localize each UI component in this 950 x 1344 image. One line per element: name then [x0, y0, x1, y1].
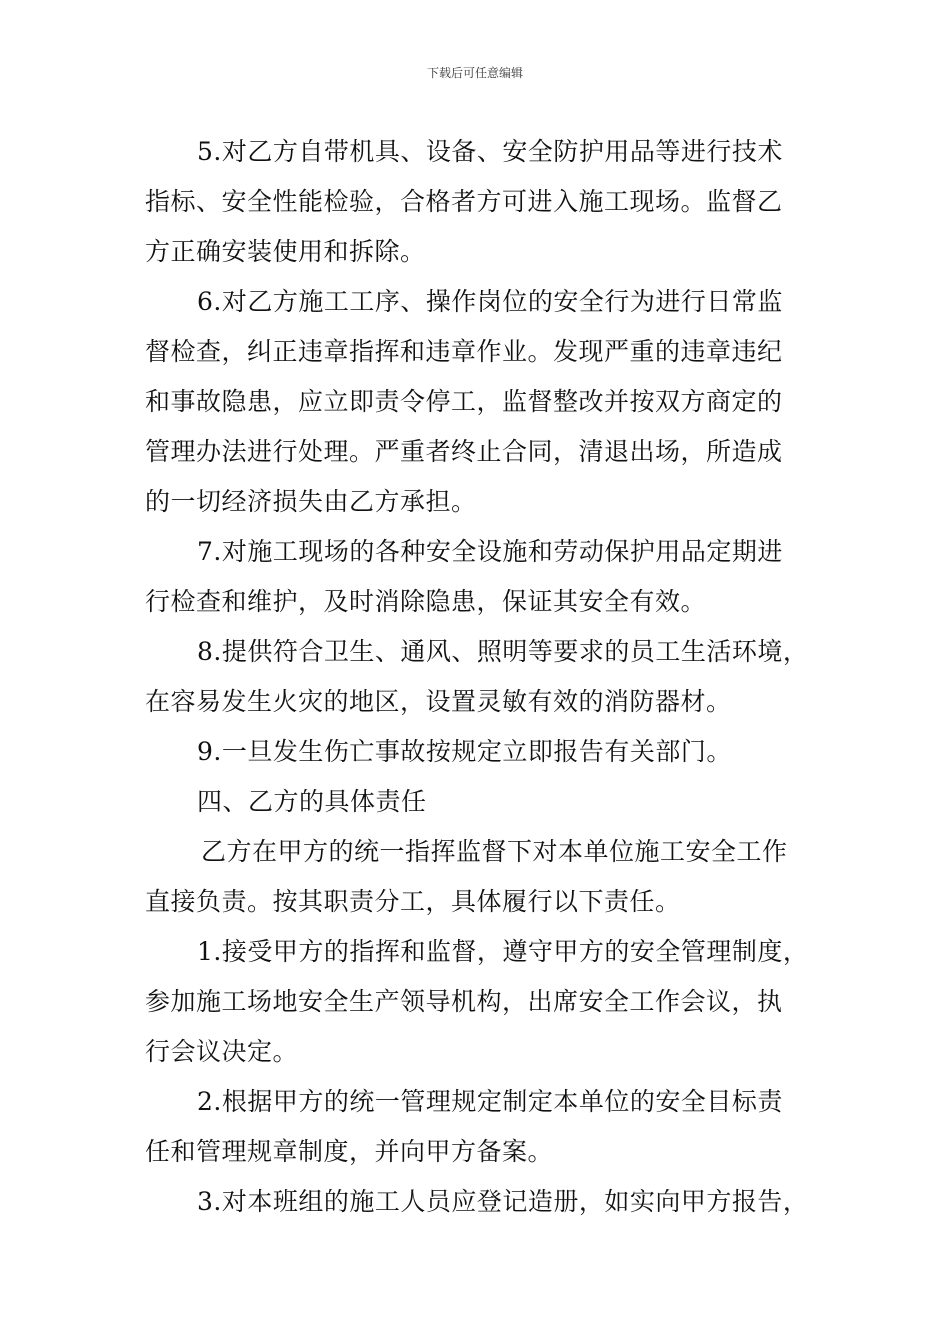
text-line: 在容易发生火灾的地区，设置灵敏有效的消防器材。	[145, 687, 732, 716]
text-line: 行检查和维护，及时消除隐患，保证其安全有效。	[145, 587, 707, 616]
text-line: 直接负责。按其职责分工，具体履行以下责任。	[145, 887, 681, 916]
text-line: 参加施工场地安全生产领导机构，出席安全工作会议，执	[145, 987, 783, 1016]
text-line: 管理办法进行处理。严重者终止合同，清退出场，所造成	[145, 437, 783, 466]
paragraph-intro	[145, 827, 817, 927]
paragraph-item-6	[145, 277, 817, 527]
text-line: 指标、安全性能检验，合格者方可进入施工现场。监督乙	[145, 187, 783, 216]
text-line: 6.对乙方施工工序、操作岗位的安全行为进行日常监	[197, 287, 783, 316]
paragraph-item-7	[145, 527, 817, 627]
text-line: 7.对施工现场的各种安全设施和劳动保护用品定期进	[197, 537, 783, 566]
paragraph-item-8	[145, 627, 817, 727]
text-line: 1.接受甲方的指挥和监督，遵守甲方的安全管理制度，	[197, 937, 809, 966]
text-line: 5.对乙方自带机具、设备、安全防护用品等进行技术	[197, 137, 783, 166]
text-line: 乙方在甲方的统一指挥监督下对本单位施工安全工作	[201, 837, 788, 866]
text-line: 任和管理规章制度，并向甲方备案。	[145, 1137, 554, 1166]
page-header-note: 下载后可任意编辑	[426, 66, 523, 80]
paragraph-item-3	[145, 1177, 817, 1227]
text-line: 2.根据甲方的统一管理规定制定本单位的安全目标责	[197, 1087, 783, 1116]
text-line: 方正确安装使用和拆除。	[145, 237, 426, 266]
paragraph-item-1	[145, 927, 817, 1077]
section-heading-text: 四、乙方的具体责任	[197, 787, 427, 816]
paragraph-item-5	[145, 127, 817, 277]
paragraph-item-9	[145, 727, 817, 777]
text-line: 督检查，纠正违章指挥和违章作业。发现严重的违章违纪	[145, 337, 783, 366]
text-line: 的一切经济损失由乙方承担。	[145, 487, 477, 516]
document-body	[145, 127, 817, 1227]
text-line: 9.一旦发生伤亡事故按规定立即报告有关部门。	[197, 737, 732, 766]
text-line: 8.提供符合卫生、通风、照明等要求的员工生活环境，	[197, 637, 809, 666]
paragraph-item-2	[145, 1077, 817, 1177]
text-line: 和事故隐患，应立即责令停工，监督整改并按双方商定的	[145, 387, 783, 416]
text-line: 3.对本班组的施工人员应登记造册，如实向甲方报告，	[197, 1187, 809, 1216]
section-heading	[145, 777, 817, 827]
text-line: 行会议决定。	[145, 1037, 299, 1066]
